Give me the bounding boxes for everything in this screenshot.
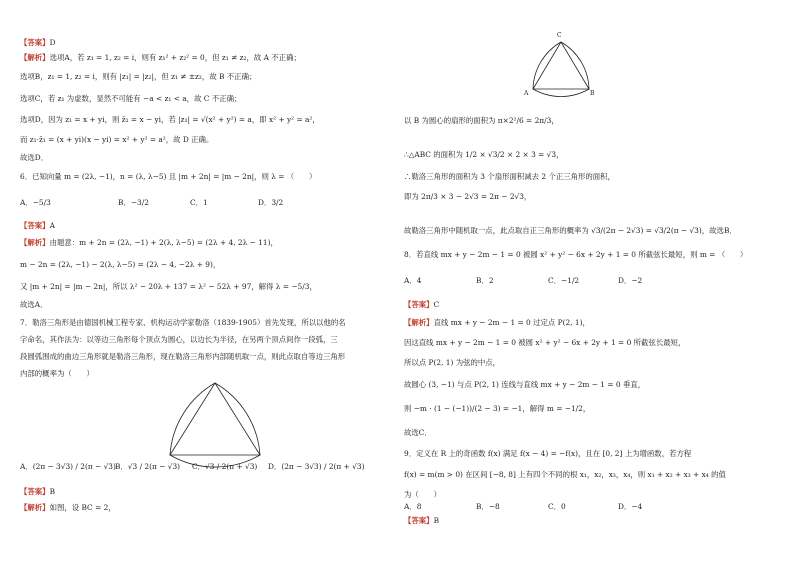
q8-option-b: B．2 [476,276,494,285]
conclusion: 故选D． [20,153,49,162]
vertex-label-c: C [557,32,562,39]
question-7-line-3: 段圆弧围成的曲边三角形就是勒洛三角形，现在勒洛三角形内部随机取一点，则此点取自等边三角形 [20,352,346,361]
answer-line [404,300,439,310]
triangle-area-text: ∴△ABC 的面积为 1/2 × √3/2 × 2 × 3 = √3， [404,150,564,159]
q6-option-a: A．−5/3 [20,198,51,207]
analysis-line [404,318,590,328]
analysis-line [20,503,116,513]
q9-option-c: C．0 [548,502,566,511]
q8-step-5: 则 −m · (1 − (−1))/(2 − 3) = −1，解得 m = −1/2， [404,404,591,413]
answer-tag: 【答案】 [20,487,50,496]
q8-option-a: A．4 [404,276,422,285]
reuleaux-figure-left [165,380,265,465]
option-d-analysis-2: 而 z₁·z̄₁ = (x + yi)(x − yi) = x² + y² = a²，故 D 正确。 [20,135,214,144]
question-7-line-4: 内部的概率为（ ） [20,369,94,378]
question-7-line-2: 字命名，其作法为：以等边三角形每个顶点为圆心，以边长为半径，在另两个顶点间作一段弧，三 [20,335,338,344]
q7-option-b: B．√3 / 2(π − √3) [115,462,181,471]
answer-tag: 【答案】 [20,221,50,230]
vertex-label-a: A [524,90,529,97]
analysis-tag: 【解析】 [20,53,50,62]
analysis-tag: 【解析】 [20,503,50,512]
analysis-tag: 【解析】 [404,318,434,327]
answer-value: B [49,487,56,496]
analysis-line [20,238,278,248]
q7-option-d: D．(2π − 3√3) / 2(π + √3) [268,462,365,471]
analysis-line [20,53,301,63]
option-d-analysis: 选项D，因为 z₁ = x + yi，则 z̄₁ = x − yi，若 |z₁| = √(x² + y²) = a，即 x² + y² = a²， [20,115,320,124]
reuleaux-area-text: ∴勒洛三角形的面积为 3 个扇形面积减去 2 个正三角形的面积， [404,172,615,181]
q8-option-c: C．−1/2 [548,276,580,285]
sector-area-text: 以 B 为圆心的扇形的面积为 π×2²/6 = 2π/3， [404,116,559,125]
answer-value: C [433,300,440,309]
q8-step-4: 故圆心 (3, −1) 与点 P(2, 1) 连线与直线 mx + y − 2m − 1 = 0 垂直， [404,380,646,389]
q6-option-c: C．1 [190,198,208,207]
question-7-line-1: 7．勒洛三角形是由德国机械工程专家、机构运动学家勒洛（1839-1905）首先发现，所以以他的名 [20,318,346,327]
q9-option-d: D．−4 [618,502,643,511]
answer-value: B [433,516,440,525]
probability-text: 故勒洛三角形中随机取一点，此点取自正三角形的概率为 √3/(2π − 2√3) = √3/2(π − √3)，故选B． [404,226,737,235]
analysis-text: 选项A，若 z₁ = 1, z₂ = i，则有 z₁² + z₂² = 0，但 z₁ ≠ z₂，故 A 不正确； [49,53,301,62]
question-9-line-1: 9．定义在 R 上的奇函数 f(x) 满足 f(x − 4) = −f(x)，且在 [0, 2] 上为增函数，若方程 [404,449,692,458]
q7-option-c: C．√3 / 2(π + √3) [192,462,258,471]
q8-step-3: 所以点 P(2, 1) 为弦的中点， [404,358,501,367]
conclusion: 故选A． [20,300,48,309]
q7-option-a: A．(2π − 3√3) / 2(π − √3) [20,462,116,471]
q6-option-b: B．−3/2 [118,198,149,207]
q9-option-b: B．−8 [476,502,500,511]
q9-option-a: A．8 [404,502,422,511]
q8-option-d: D．−2 [618,276,643,285]
answer-tag: 【答案】 [404,516,434,525]
analysis-text: 由题意：m + 2n = (2λ, −1) + 2(λ, λ−5) = (2λ + 4, 2λ − 11)， [49,238,278,247]
conclusion: 故选C． [404,428,432,437]
analysis-text: 直线 mx + y − 2m − 1 = 0 过定点 P(2, 1)， [433,318,590,327]
answer-line [20,38,56,48]
question-8: 8．若直线 mx + y − 2m − 1 = 0 被圆 x² + y² − 6x + 2y + 1 = 0 所截弦长最短，则 m = （ ） [404,250,748,259]
analysis-tag: 【解析】 [20,238,50,247]
vertex-label-b: B [590,90,595,97]
q6-step-3: 又 |m + 2n| = |m − 2n|，所以 λ² − 20λ + 137 = λ² − 52λ + 97，解得 λ = −5/3， [20,282,317,291]
reuleaux-figure-right [527,35,597,95]
answer-tag: 【答案】 [404,300,434,309]
analysis-text: 如图，设 BC = 2， [49,503,116,512]
q6-option-d: D．3/2 [258,198,284,207]
option-b-analysis: 选项B，z₁ = 1, z₂ = i，则有 |z₁| = |z₂|，但 z₁ ≠ ±z₂，故 B 不正确； [20,72,257,81]
answer-value: A [49,221,55,230]
reuleaux-area-calc: 即为 2π/3 × 3 − 2√3 = 2π − 2√3， [404,192,532,201]
question-9-line-3: 为（ ） [404,490,441,499]
option-c-analysis: 选项C，若 z₁ 为虚数，显然不可能有 −a < z₁ < a，故 C 不正确； [20,94,242,103]
answer-tag: 【答案】 [20,38,50,47]
q6-step-2: m − 2n = (2λ, −1) − 2(λ, λ−5) = (2λ − 4, −2λ + 9)， [20,260,221,269]
q8-step-2: 因这直线 mx + y − 2m − 1 = 0 被圆 x² + y² − 6x + 2y + 1 = 0 所截弦长最短， [404,338,686,347]
answer-value: D [49,38,56,47]
answer-line [20,487,55,497]
question-6: 6．已知向量 m = (2λ, −1)，n = (λ, λ−5) 且 |m + 2n| = |m − 2n|，则 λ = （ ） [20,172,317,181]
answer-line [20,221,55,231]
question-9-line-2: f(x) = m(m > 0) 在区间 [−8, 8] 上有四个不同的根 x₁，x₂，x₃，x₄，则 x₁ + x₂ + x₃ + x₄ 的值 [404,470,726,479]
answer-line [404,516,439,526]
